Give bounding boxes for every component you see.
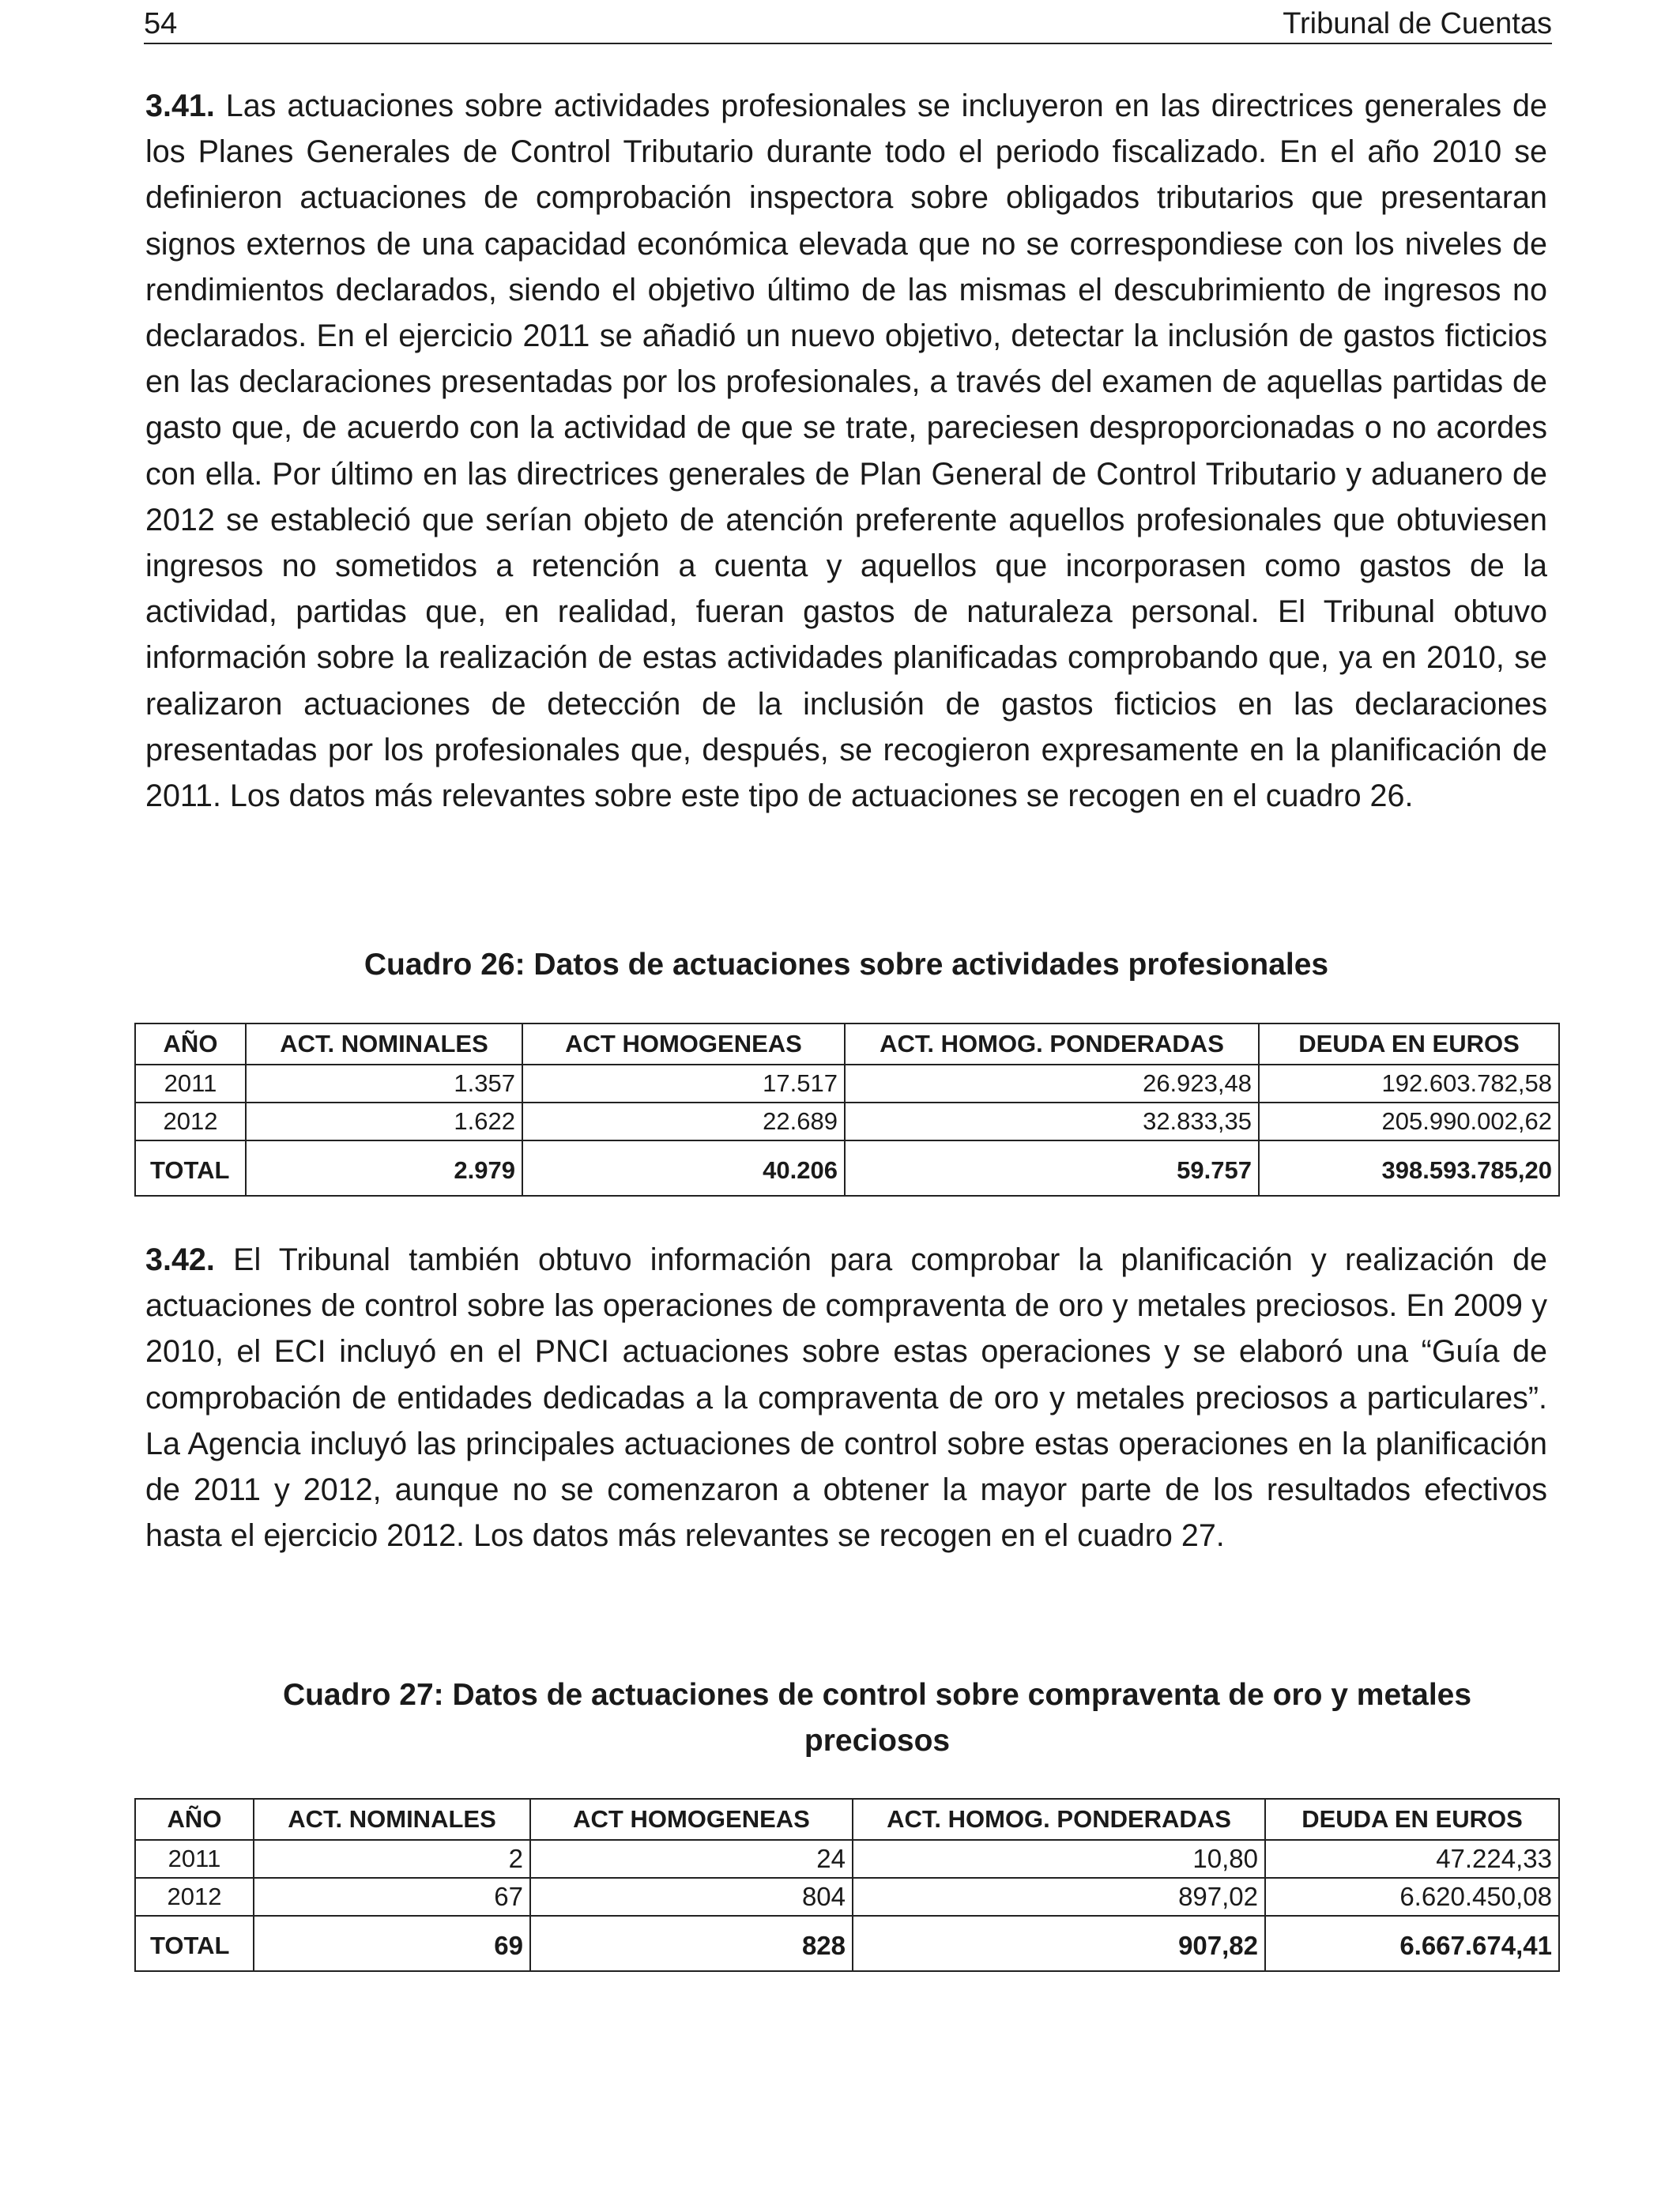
- table-cell: 192.603.782,58: [1259, 1065, 1559, 1103]
- table-header-row: [135, 1799, 1559, 1840]
- table-row: [135, 1065, 1559, 1103]
- column-header: ACT. HOMOG. PONDERADAS: [853, 1799, 1265, 1840]
- table-cell: 32.833,35: [845, 1103, 1259, 1140]
- table-cell: 205.990.002,62: [1259, 1103, 1559, 1140]
- paragraph-text: El Tribunal también obtuvo información para comprobar la planificación y realización de actuaciones de control sobre las operaciones de compraventa de oro y metales preciosos. En 2009 y 2010, el ECI incluyó en el PNCI actuaciones sobre estas operaciones y se elaboró una “Guía de comprobación de entidades dedicadas a la compraventa de oro y metales preciosos a particulares”. La Agencia incluyó las principales actuaciones de control sobre estas operaciones en la planificación de 2011 y 2012, aunque no se comenzaron a obtener la mayor parte de los resultados efectivos hasta el ejercicio 2012. Los datos más relevantes se recogen en el cuadro 27.: [145, 1242, 1547, 1554]
- column-header: ACT HOMOGENEAS: [522, 1023, 845, 1065]
- table-cell: 24: [530, 1840, 853, 1878]
- column-header: ACT. NOMINALES: [254, 1799, 530, 1840]
- table-cell: 47.224,33: [1265, 1840, 1559, 1878]
- table-cell: 2011: [135, 1840, 254, 1878]
- table-27-caption: Cuadro 27: Datos de actuaciones de control sobre compraventa de oro y metales preciosos: [282, 1678, 1472, 1758]
- table-cell: 59.757: [845, 1140, 1259, 1196]
- table-27: [134, 1798, 1560, 1972]
- column-header: DEUDA EN EUROS: [1265, 1799, 1559, 1840]
- table-cell: 907,82: [853, 1916, 1265, 1971]
- table-cell: 6.620.450,08: [1265, 1878, 1559, 1916]
- table-cell: TOTAL: [135, 1140, 246, 1196]
- table-row: [135, 1840, 1559, 1878]
- table-cell: 804: [530, 1878, 853, 1916]
- column-header: DEUDA EN EUROS: [1259, 1023, 1559, 1065]
- table-cell: 2012: [135, 1103, 246, 1140]
- table-cell: 398.593.785,20: [1259, 1140, 1559, 1196]
- table-cell: 67: [254, 1878, 530, 1916]
- table-cell: 22.689: [522, 1103, 845, 1140]
- table-total-row: [135, 1140, 1559, 1196]
- table-26-caption: Cuadro 26: Datos de actuaciones sobre actividades profesionales: [363, 948, 1329, 982]
- table-cell: 40.206: [522, 1140, 845, 1196]
- table-header-row: [135, 1023, 1559, 1065]
- column-header: AÑO: [135, 1023, 246, 1065]
- column-header: AÑO: [135, 1799, 254, 1840]
- table-cell: TOTAL: [135, 1916, 254, 1971]
- table-cell: 17.517: [522, 1065, 845, 1103]
- page-header: [144, 6, 1552, 44]
- table-cell: 1.622: [246, 1103, 522, 1140]
- paragraph-text: Las actuaciones sobre actividades profesionales se incluyeron en las directrices generales de los Planes Generales de Control Tributario durante todo el periodo fiscalizado. En el año 2010 se definieron actuaciones de comprobación inspectora sobre obligados tributarios que presentaran signos externos de una capacidad económica elevada que no se correspondiese con los niveles de rendimientos declarados, siendo el objetivo último de las mismas el descubrimiento de ingresos no declarados. En el ejercicio 2011 se añadió un nuevo objetivo, detectar la inclusión de gastos ficticios en las declaraciones presentadas por los profesionales, a través del examen de aquellas partidas de gasto que, de acuerdo con la actividad de que se trate, pareciesen desproporcionadas o no acordes con ella. Por último en las directrices generales de Plan General de Control Tributario y aduanero de 2012 se estableció que serían objeto de atención preferente aquellos profesionales que obtuviesen ingresos no sometidos a retención a cuenta y aquellos que incorporasen como gastos de la actividad, partidas que, en realidad, fueran gastos de naturaleza personal. El Tribunal obtuvo información sobre la realización de estas actividades planificadas comprobando que, ya en 2010, se realizaron actuaciones de detección de la inclusión de gastos ficticios en las declaraciones presentadas por los profesionales que, después, se recogieron expresamente en la planificación de 2011. Los datos más relevantes sobre este tipo de actuaciones se recogen en el cuadro 26.: [145, 89, 1547, 814]
- table-cell: 10,80: [853, 1840, 1265, 1878]
- paragraph-3-41: [145, 83, 1547, 819]
- table-cell: 69: [254, 1916, 530, 1971]
- column-header: ACT HOMOGENEAS: [530, 1799, 853, 1840]
- table-cell: 2: [254, 1840, 530, 1878]
- table-row: [135, 1103, 1559, 1140]
- column-header: ACT. NOMINALES: [246, 1023, 522, 1065]
- paragraph-number: 3.42.: [145, 1242, 215, 1277]
- header-organization: Tribunal de Cuentas: [1283, 7, 1552, 40]
- table-cell: 26.923,48: [845, 1065, 1259, 1103]
- table-cell: 897,02: [853, 1878, 1265, 1916]
- table-cell: 2.979: [246, 1140, 522, 1196]
- table-26: [134, 1023, 1560, 1197]
- table-cell: 828: [530, 1916, 853, 1971]
- table-cell: 6.667.674,41: [1265, 1916, 1559, 1971]
- table-row: [135, 1878, 1559, 1916]
- paragraph-number: 3.41.: [145, 89, 215, 123]
- table-cell: 2011: [135, 1065, 246, 1103]
- page-number: 54: [144, 7, 178, 40]
- table-cell: 1.357: [246, 1065, 522, 1103]
- table-total-row: [135, 1916, 1559, 1971]
- column-header: ACT. HOMOG. PONDERADAS: [845, 1023, 1259, 1065]
- paragraph-3-42: [145, 1237, 1547, 1559]
- table-cell: 2012: [135, 1878, 254, 1916]
